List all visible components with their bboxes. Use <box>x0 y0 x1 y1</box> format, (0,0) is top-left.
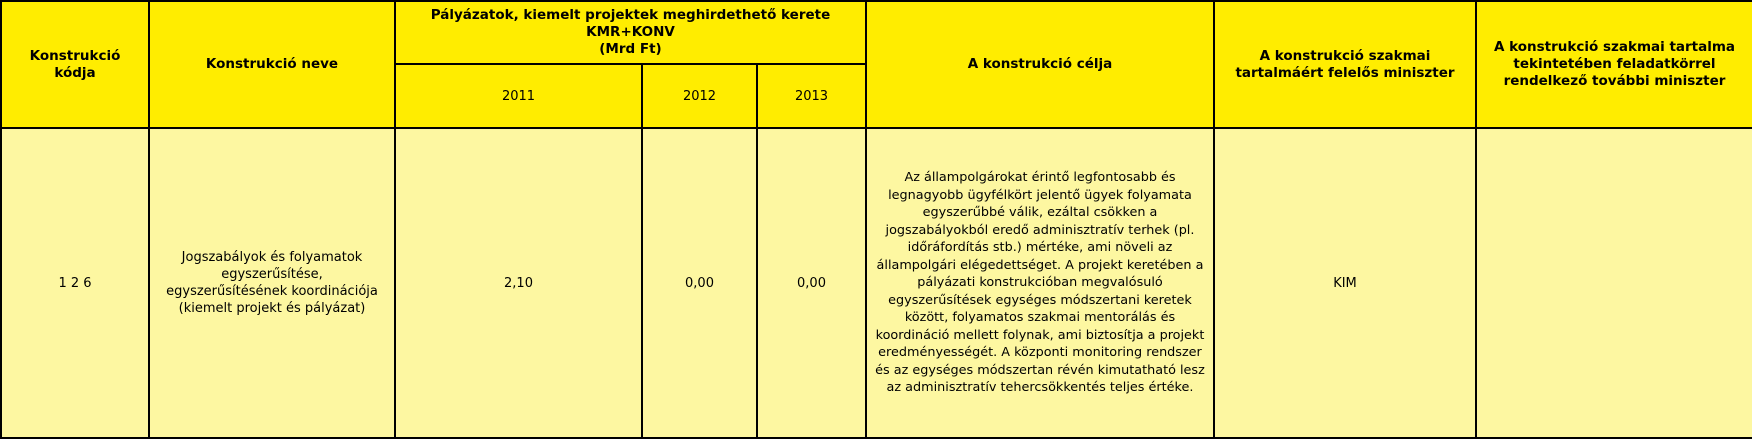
year-2012: 2012 <box>642 64 757 128</box>
row-other-minister <box>1476 128 1752 438</box>
row-value-2011: 2,10 <box>395 128 642 438</box>
table-row <box>1 128 1752 438</box>
row-goal: Az állampolgárokat érintő legfontosabb és legnagyobb ügyfélkört jelentő ügyek folyamata egyszerűbbé válik, ezáltal csökken a jogszabályokból eredő adminisztratív terhek (pl. időráfordítás stb.) mértéke, ami növeli az állampolgári elégedettséget. A projekt keretében a pályázati konstrukcióban megvalósuló egyszerűsítések egységes módszertani keretek között, folyamatos szakmai mentorálás és koordináció mellett folynak, ami biztosítja a projekt eredményességét. A központi monitoring rendszer és az egységes módszertan révén kimutatható lesz az adminisztratív tehercsökkentés teljes értéke. <box>866 128 1214 438</box>
header-minister: A konstrukció szakmai tartalmáért felelős miniszter <box>1214 1 1476 128</box>
row-minister: KIM <box>1214 128 1476 438</box>
row-name: Jogszabályok és folyamatok egyszerűsítése, egyszerűsítésének koordinációja (kiemelt projekt és pályázat) <box>149 128 395 438</box>
header-name: Konstrukció neve <box>149 1 395 128</box>
year-2011: 2011 <box>395 64 642 128</box>
row-code: 1 2 6 <box>1 128 149 438</box>
header-budget: Pályázatok, kiemelt projektek meghirdethető kerete KMR+KONV (Mrd Ft) <box>395 1 866 64</box>
header-row <box>1 1 1752 64</box>
header-goal: A konstrukció célja <box>866 1 1214 128</box>
row-value-2012: 0,00 <box>642 128 757 438</box>
year-2013: 2013 <box>757 64 866 128</box>
header-code: Konstrukció kódja <box>1 1 149 128</box>
row-value-2013: 0,00 <box>757 128 866 438</box>
header-other-minister: A konstrukció szakmai tartalma tekintetében feladatkörrel rendelkező további miniszter <box>1476 1 1752 128</box>
